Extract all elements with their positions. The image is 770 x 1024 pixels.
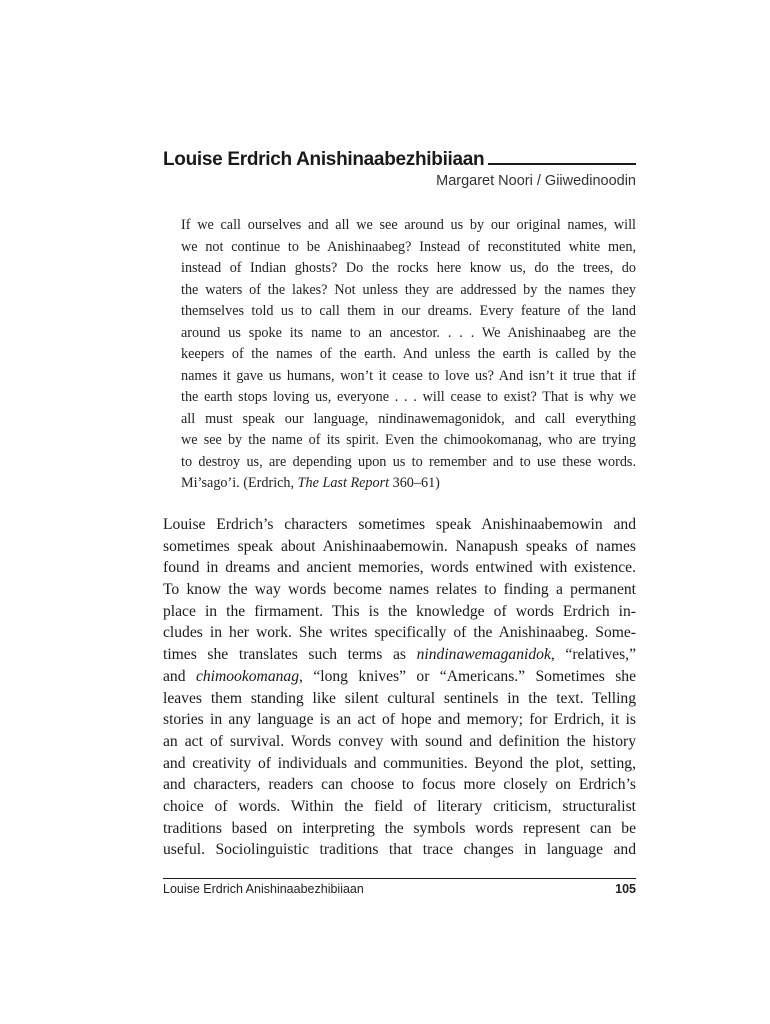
epigraph-line: we see by the name of its spirit. Even the chimookomanag, who are trying bbox=[181, 432, 636, 448]
epigraph-quote bbox=[181, 215, 636, 495]
title-rule bbox=[488, 163, 636, 165]
body-line: sometimes speak about Anishinaabemowin. Nanapush speaks of names bbox=[163, 537, 636, 555]
body-text: times she translates such terms as bbox=[163, 646, 417, 664]
epigraph-line: to destroy us, are depending upon us to remember and to use these words. bbox=[181, 453, 636, 470]
citation-book-title: The Last Report bbox=[297, 475, 390, 491]
epigraph-line: keepers of the names of the earth. And unless the earth is called by the bbox=[181, 346, 636, 362]
body-line: traditions based on interpreting the symbols words represent can be bbox=[163, 819, 636, 837]
epigraph-line: instead of Indian ghosts? Do the rocks here know us, do the trees, do bbox=[181, 260, 636, 276]
epigraph-line: themselves told us to call them in our dreams. Every feature of the land bbox=[181, 303, 636, 319]
chapter-title-row bbox=[163, 148, 636, 170]
body-text: and bbox=[163, 667, 196, 685]
body-line: and characters, readers can choose to focus more closely on Erdrich’s bbox=[163, 776, 636, 794]
footer-rule bbox=[163, 878, 636, 879]
epigraph-citation-line bbox=[181, 473, 636, 495]
epigraph-line: the waters of the lakes? Not unless they are addressed by the names they bbox=[181, 281, 636, 298]
epigraph-line: around us spoke its name to an ancestor. . . . We Anishinaabeg are the bbox=[181, 324, 636, 341]
body-line-with-term bbox=[163, 644, 636, 666]
body-line: choice of words. Within the field of literary criticism, structuralist bbox=[163, 797, 636, 815]
ojibwe-term: nindinawemaganidok bbox=[416, 646, 551, 664]
body-line: cludes in her work. She writes specifically of the Anishinaabeg. Some- bbox=[163, 624, 636, 642]
body-line: found in dreams and ancient memories, words entwined with existence. bbox=[163, 559, 636, 577]
body-line: an act of survival. Words convey with sound and definition the history bbox=[163, 732, 636, 750]
page-number: 105 bbox=[615, 882, 636, 896]
body-line: place in the firmament. This is the knowledge of words Erdrich in- bbox=[163, 602, 636, 620]
body-paragraph bbox=[163, 514, 636, 861]
epigraph-line: all must speak our language, nindinawemagonidok, and call everything bbox=[181, 410, 636, 427]
epigraph-line: we not continue to be Anishinaabeg? Instead of reconstituted white men, bbox=[181, 238, 636, 255]
body-line: and creativity of individuals and communities. Beyond the plot, setting, bbox=[163, 754, 636, 772]
citation-pre: Mi’sago’i. (Erdrich, bbox=[181, 475, 298, 491]
ojibwe-term: chimookomanag bbox=[195, 667, 300, 685]
body-text: , “long knives” or “Americans.” Sometimes she bbox=[299, 667, 637, 685]
body-text: , “relatives,” bbox=[550, 646, 636, 664]
body-line: stories in any language is an act of hope and memory; for Erdrich, it is bbox=[163, 711, 636, 729]
epigraph-line: If we call ourselves and all we see around us by our original names, will bbox=[181, 217, 636, 233]
epigraph-line: the earth stops loving us, everyone . . . will cease to exist? That is why we bbox=[181, 389, 636, 405]
body-line: To know the way words become names relates to finding a permanent bbox=[163, 581, 636, 599]
citation-post: 360–61) bbox=[389, 475, 440, 491]
chapter-author: Margaret Noori / Giiwedinoodin bbox=[436, 173, 636, 189]
body-line: useful. Sociolinguistic traditions that trace changes in language and bbox=[163, 841, 636, 859]
body-line-with-term bbox=[163, 666, 636, 688]
body-line: leaves them standing like silent cultural sentinels in the text. Telling bbox=[163, 689, 636, 707]
epigraph-line: names it gave us humans, won’t it cease to love us? And isn’t it true that if bbox=[181, 367, 636, 384]
running-footer-title: Louise Erdrich Anishinaabezhibiiaan bbox=[163, 882, 364, 896]
body-line: Louise Erdrich’s characters sometimes speak Anishinaabemowin and bbox=[163, 516, 636, 533]
chapter-title: Louise Erdrich Anishinaabezhibiiaan bbox=[163, 149, 485, 170]
